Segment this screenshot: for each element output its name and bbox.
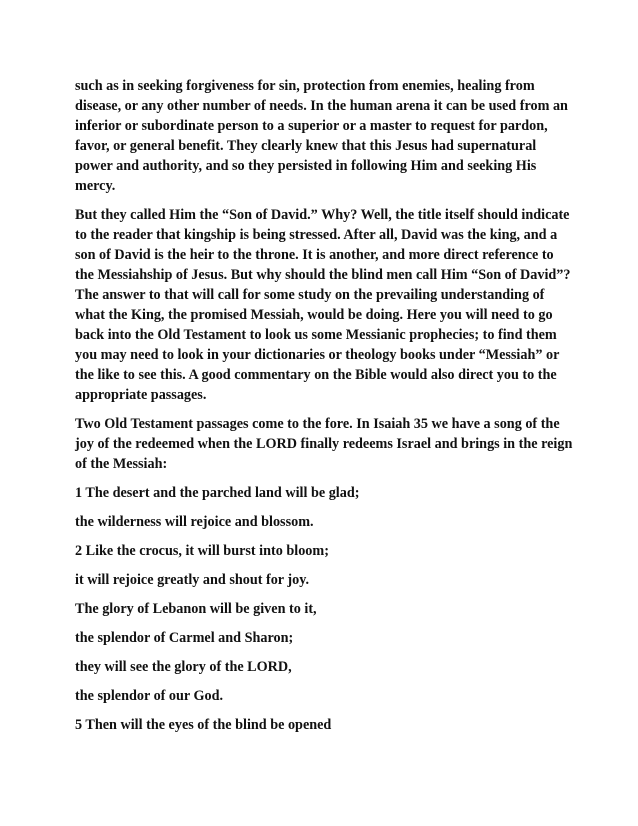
- paragraph-isaiah-intro: Two Old Testament passages come to the fore. In Isaiah 35 we have a song of the joy of the redeemed when the LORD finally redeems Israel and brings in the reign of the Messiah:: [75, 416, 573, 472]
- paragraph-son-of-david: But they called Him the “Son of David.” Why? Well, the title itself should indicate to the reader that kingship is being stressed. After all, David was the king, and a son of David is the heir to the throne. It is another, and more direct reference to the Messiahship of Jesus. But why should the blind men call Him “Son of David”? The answer to that will call for some study on the prevailing understanding of what the King, the promised Messiah, would be doing. Here you will need to go back into the Old Testament to look us some Messianic prophecies; to find them you may need to look in your dictionaries or theology books under “Messiah” or the like to see this. A good commentary on the Bible would also direct you to the appropriate passages.: [75, 207, 571, 403]
- verse-line: the wilderness will rejoice and blossom.: [75, 514, 314, 530]
- verse-line: 5 Then will the eyes of the blind be opened: [75, 717, 332, 733]
- isaiah-35-quote: [75, 483, 575, 735]
- verse-line: 1 The desert and the parched land will be glad;: [75, 485, 360, 501]
- verse-line: they will see the glory of the LORD,: [75, 659, 292, 675]
- paragraph-seeking-mercy: such as in seeking forgiveness for sin, protection from enemies, healing from disease, or any other number of needs. In the human arena it can be used from an inferior or subordinate person to a superior or a master to request for pardon, favor, or general benefit. They clearly knew that this Jesus had supernatural power and authority, and so they persisted in following Him and seeking His mercy.: [75, 78, 568, 194]
- verse-line: the splendor of our God.: [75, 688, 224, 704]
- verse-line: the splendor of Carmel and Sharon;: [75, 630, 294, 646]
- verse-line: 2 Like the crocus, it will burst into bloom;: [75, 543, 329, 559]
- verse-line: it will rejoice greatly and shout for joy.: [75, 572, 310, 588]
- document-page: [75, 76, 575, 744]
- verse-line: The glory of Lebanon will be given to it,: [75, 601, 317, 617]
